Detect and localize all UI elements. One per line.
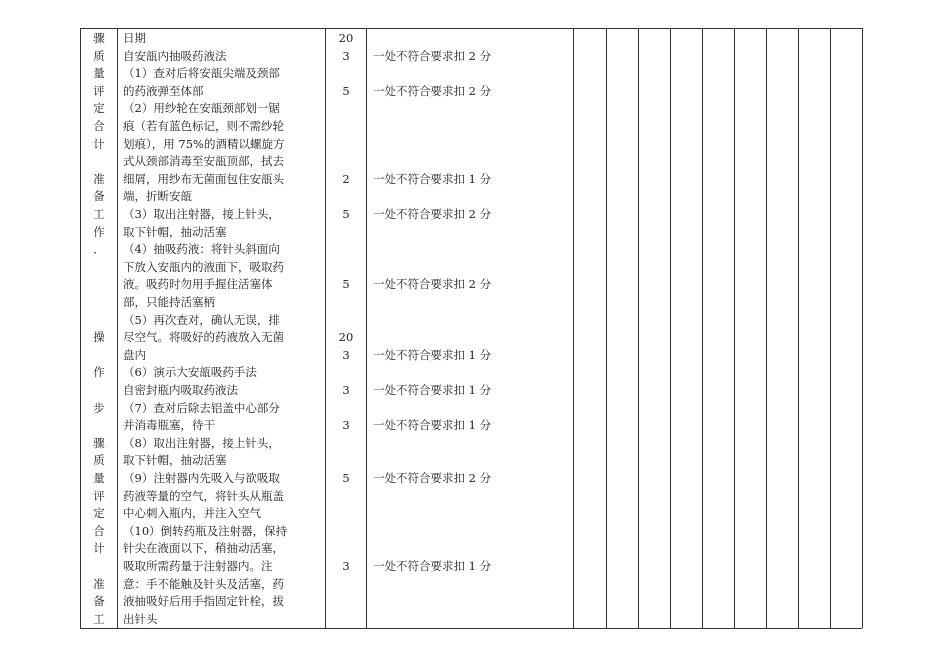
score-value: 3: [342, 383, 350, 397]
content-line: （10）倒转药瓶及注射器，保持: [123, 523, 288, 538]
content-line: 痕（若有蓝色标记，则不需纱轮: [123, 119, 284, 133]
deduction-rule: 一处不符合要求扣 2 分: [373, 83, 492, 98]
category-char: 定: [93, 506, 105, 521]
score-value: 5: [342, 471, 350, 485]
content-line: （7）查对后除去铝盖中心部分: [123, 400, 280, 415]
score-value: 5: [342, 277, 350, 292]
content-line: 盘内: [123, 347, 146, 362]
deduction-rule: 一处不符合要求扣 1 分: [373, 171, 492, 186]
deduction-rule: 一处不符合要求扣 1 分: [373, 383, 492, 397]
category-char: 骤: [93, 31, 105, 45]
content-line: （4）抽吸药液：将针头斜面向: [123, 242, 280, 257]
score-value: 20: [338, 31, 354, 45]
content-line: （9）注射器内先吸入与欲吸取: [123, 471, 280, 485]
deduction-rule: 一处不符合要求扣 1 分: [373, 559, 492, 573]
column-divider: [325, 28, 326, 628]
category-char: 量: [93, 471, 105, 485]
content-line: 意：手不能触及针头及活塞，药: [123, 576, 284, 591]
content-line: 下放入安瓿内的液面下，吸取药: [123, 259, 284, 274]
content-line: 针尖在液面以下，稍抽动活塞，: [123, 541, 284, 556]
content-line: 药液等量的空气，将针头从瓶盖: [123, 488, 284, 503]
category-char: 备: [93, 189, 105, 204]
content-line: 细屑，用纱布无菌面包住安瓿头: [123, 171, 284, 186]
score-value: 5: [342, 207, 350, 221]
column-divider: [573, 28, 574, 628]
content-line: 划痕），用 75%的酒精以螺旋方: [123, 136, 285, 151]
category-char: 合: [93, 523, 105, 538]
category-char: 质: [93, 48, 105, 63]
score-value: 5: [342, 83, 350, 98]
score-value: 20: [338, 330, 354, 345]
category-char: 操: [93, 330, 105, 345]
score-value: 3: [342, 347, 350, 362]
column-divider: [366, 28, 367, 628]
content-line: 取下针帽，抽动活塞: [123, 453, 227, 468]
column-divider: [766, 28, 767, 628]
category-char: 评: [93, 488, 105, 503]
content-line: 并消毒瓶塞，待干: [123, 418, 215, 433]
category-char: 质: [93, 453, 105, 468]
category-char: 骤: [93, 435, 105, 450]
score-value: 3: [342, 48, 350, 63]
score-value: 3: [342, 418, 350, 433]
deduction-rule: 一处不符合要求扣 2 分: [373, 471, 492, 485]
category-char: 工: [93, 611, 105, 626]
category-char: 准: [93, 171, 105, 186]
content-line: 自安瓿内抽吸药液法: [123, 48, 227, 63]
content-line: 日期: [123, 31, 146, 45]
content-line: （1）查对后将安瓿尖端及颈部: [123, 66, 280, 81]
category-char: 工: [93, 207, 105, 221]
category-char: 备: [93, 594, 105, 609]
content-line: 液。吸药时勿用手握住活塞体: [123, 277, 273, 292]
content-line: 吸取所需药量于注射器内。注: [123, 559, 273, 573]
category-char: 评: [93, 83, 105, 98]
content-line: （6）演示大安瓿吸药手法: [123, 365, 257, 380]
category-char: 合: [93, 119, 105, 133]
category-char: 量: [93, 66, 105, 81]
column-divider: [862, 28, 863, 628]
content-line: （3）取出注射器，接上针头，: [123, 207, 280, 221]
column-divider: [606, 28, 607, 628]
category-char: 计: [93, 136, 105, 151]
category-char: 作: [93, 365, 105, 380]
content-line: 中心刺入瓶内，并注入空气: [123, 506, 261, 521]
content-line: （8）取出注射器，接上针头，: [123, 435, 280, 450]
column-divider: [638, 28, 639, 628]
content-line: 端，折断安瓿: [123, 189, 192, 204]
category-char: 定: [93, 101, 105, 116]
score-value: 2: [342, 171, 350, 186]
deduction-rule: 一处不符合要求扣 2 分: [373, 207, 492, 221]
column-divider: [734, 28, 735, 628]
content-line: （2）用纱轮在安瓿颈部划一锯: [123, 101, 280, 116]
deduction-rule: 一处不符合要求扣 2 分: [373, 48, 492, 63]
column-divider: [117, 28, 118, 628]
content-line: 的药液弹至体部: [123, 83, 204, 98]
deduction-rule: 一处不符合要求扣 2 分: [373, 277, 492, 292]
category-char: 准: [93, 576, 105, 591]
deduction-rule: 一处不符合要求扣 1 分: [373, 347, 492, 362]
column-divider: [830, 28, 831, 628]
content-line: 取下针帽，抽动活塞: [123, 224, 227, 239]
score-value: 3: [342, 559, 350, 573]
category-char: 作: [93, 224, 105, 239]
column-divider: [702, 28, 703, 628]
deduction-rule: 一处不符合要求扣 1 分: [373, 418, 492, 433]
column-divider: [798, 28, 799, 628]
content-line: 部，只能持活塞柄: [123, 295, 215, 309]
table-bottom-border: [80, 628, 862, 629]
content-line: 式从颈部消毒至安瓿顶部，拭去: [123, 154, 284, 169]
content-line: 液抽吸好后用手指固定针栓，拔: [123, 594, 284, 609]
column-divider: [670, 28, 671, 628]
category-char: ．: [93, 242, 105, 257]
category-char: 步: [93, 400, 105, 415]
content-line: 自密封瓶内吸取药液法: [123, 383, 238, 397]
content-line: 出针头: [123, 611, 158, 626]
category-char: 计: [93, 541, 105, 556]
table-top-border: [80, 28, 862, 29]
content-line: （5）再次查对，确认无误，排: [123, 312, 280, 327]
content-line: 尽空气。将吸好的药液放入无菌: [123, 330, 284, 345]
